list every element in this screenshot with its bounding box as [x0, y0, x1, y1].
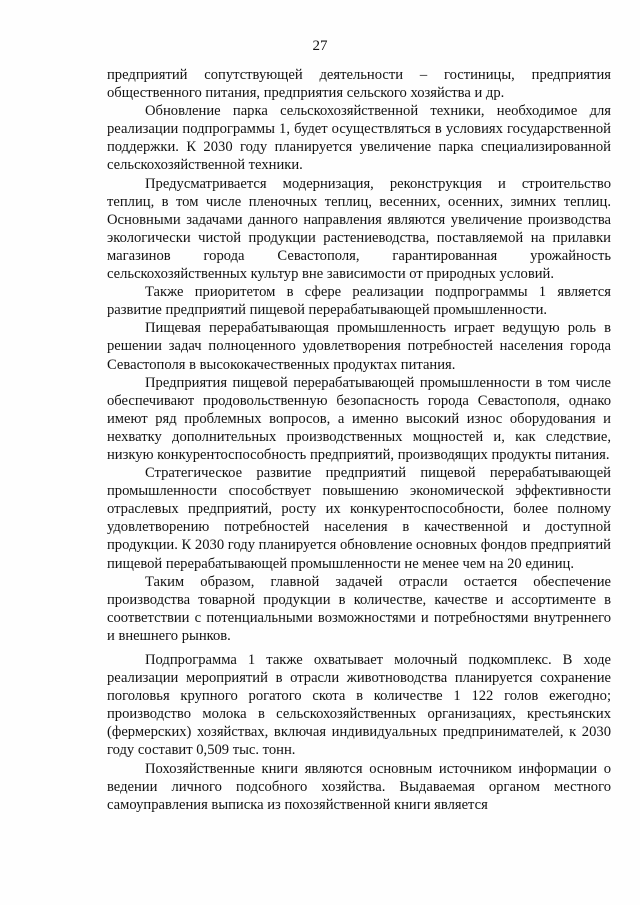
paragraph-7: Стратегическое развитие предприятий пищевой перерабатывающей промышленности способствует повышению экономической эффективности отраслевых предприятий, росту их конкурентоспособности, более полному удовлетворению потребностей населения в качественной и доступной продукции. К 2030 году планируется обновление основных фондов предприятий пищевой перерабатывающей промышленности не менее чем на 20 единиц. [107, 465, 611, 572]
paragraph-2: Обновление парка сельскохозяйственной техники, необходимое для реализации подпрограммы 1, будет осуществляться в условиях государственной поддержки. К 2030 году планируется увеличение парка специализированной сельскохозяйственной техники. [107, 103, 611, 174]
paragraph-4: Также приоритетом в сфере реализации подпрограммы 1 является развитие предприятий пищевой перерабатывающей промышленности. [107, 284, 611, 319]
body-text [107, 66, 611, 814]
paragraph-1: предприятий сопутствующей деятельности – гостиницы, предприятия общественного питания, предприятия сельского хозяйства и др. [107, 67, 611, 102]
paragraph-10: Похозяйственные книги являются основным источником информации о ведении личного подсобного хозяйства. Выдаваемая органом местного самоуправления выписка из похозяйственной книги является [107, 760, 611, 813]
paragraph-8: Таким образом, главной задачей отрасли остается обеспечение производства товарной продукции в количестве, качестве и ассортименте в соответствии с потенциальными возможностями и потребностями внутреннего и внешнего рынков. [107, 573, 611, 644]
page-number: 27 [312, 38, 328, 54]
paragraph-9: Подпрограмма 1 также охватывает молочный подкомплекс. В ходе реализации мероприятий в отрасли животноводства планируется сохранение поголовья крупного рогатого скота в количестве 1 122 голов ежегодно; производство молока в сельскохозяйственных организациях, крестьянских (фермерских) хозяйствах, включая индивидуальных предпринимателей, к 2030 году составит 0,509 тыс. тонн. [107, 652, 611, 759]
paragraph-5: Пищевая перерабатывающая промышленность играет ведущую роль в решении задач полноценного удовлетворения потребностей населения города Севастополя в высококачественных продуктах питания. [107, 320, 611, 373]
paragraph-6: Предприятия пищевой перерабатывающей промышленности в том числе обеспечивают продовольственную безопасность города Севастополя, однако имеют ряд проблемных вопросов, а именно высокий износ оборудования и нехватку дополнительных производственных мощностей и, как следствие, низкую конкурентоспособность предприятий, производящих продукты питания. [107, 374, 611, 463]
paragraph-3: Предусматривается модернизация, реконструкция и строительство теплиц, в том числе пленочных теплиц, весенних, осенних, зимних теплиц. Основными задачами данного направления являются увеличение производства экологически чистой продукции растениеводства, поставляемой на прилавки магазинов города Севастополя, гарантированная урожайность сельскохозяйственных культур вне зависимости от природных условий. [107, 175, 611, 283]
